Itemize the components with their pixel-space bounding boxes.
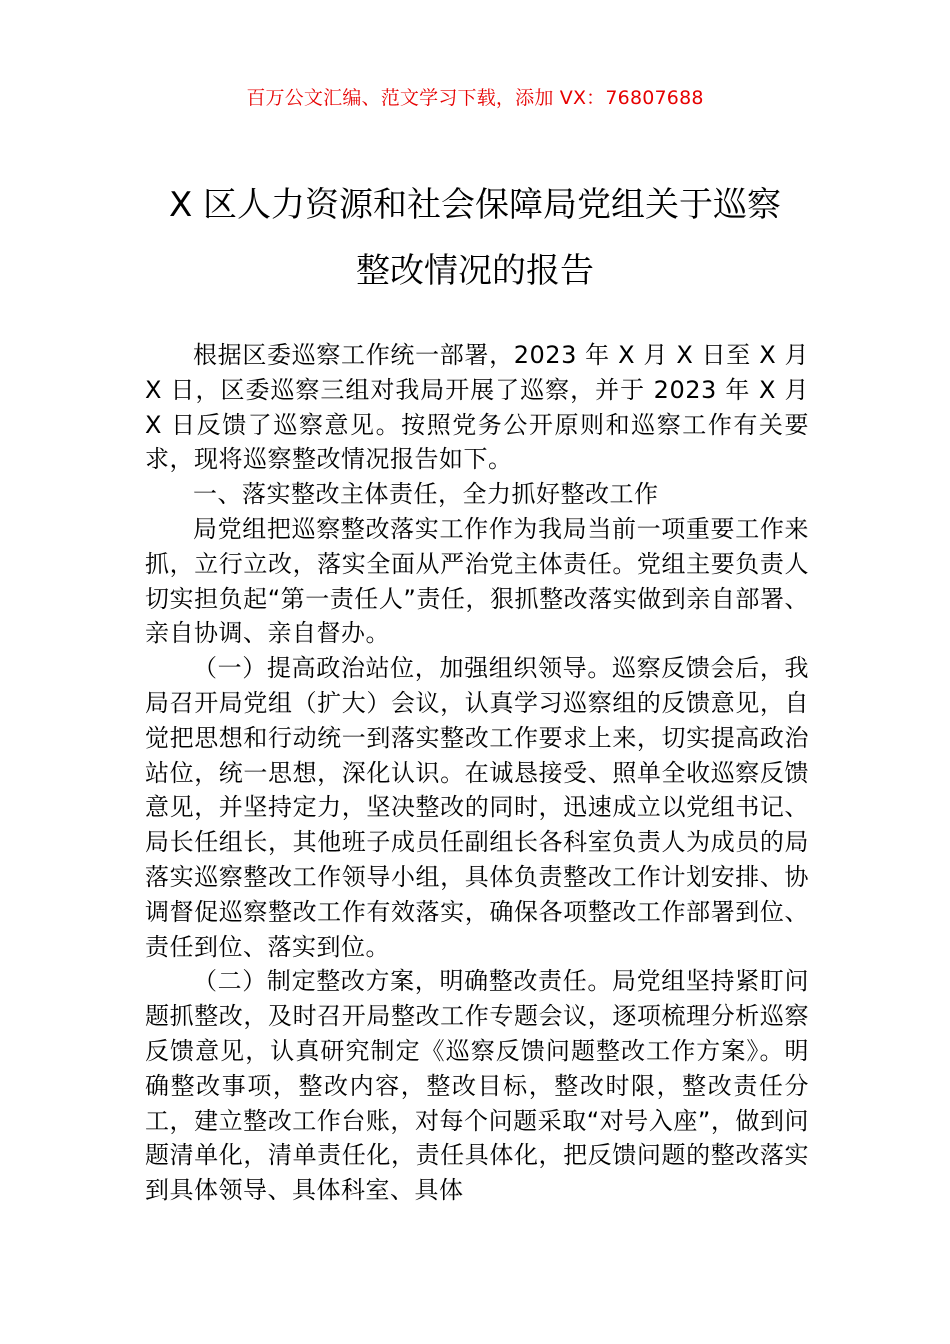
report-title	[120, 172, 830, 304]
intro-paragraph: 根据区委巡察工作统一部署，2023 年 X 月 X 日至 X 月 X 日，区委巡察三组对我局开展了巡察，并于 2023 年 X 月 X 日反馈了巡察意见。按照党务公开原则和巡察工作有关要求，现将巡察整改情况报告如下。	[145, 341, 809, 474]
title-line-1: X 区人力资源和社会保障局党组关于巡察	[168, 185, 782, 225]
report-body	[145, 338, 809, 1208]
subsection-1-paragraph: （一）提高政治站位，加强组织领导。巡察反馈会后，我局召开局党组（扩大）会议，认真学习巡察组的反馈意见，自觉把思想和行动统一到落实整改工作要求上来，切实提高政治站位，统一思想，深化认识。在诚恳接受、照单全收巡察反馈意见，并坚持定力，坚决整改的同时，迅速成立以党组书记、局长任组长，其他班子成员任副组长各科室负责人为成员的局落实巡察整改工作领导小组，具体负责整改工作计划安排、协调督促巡察整改工作有效落实，确保各项整改工作部署到位、责任到位、落实到位。	[145, 654, 809, 961]
subsection-2-paragraph: （二）制定整改方案，明确整改责任。局党组坚持紧盯问题抓整改，及时召开局整改工作专题会议，逐项梳理分析巡察反馈意见，认真研究制定《巡察反馈问题整改工作方案》。明确整改事项，整改内容，整改目标，整改时限，整改责任分工，建立整改工作台账，对每个问题采取“对号入座”，做到问题清单化，清单责任化，责任具体化，把反馈问题的整改落实到具体领导、具体科室、具体	[145, 967, 809, 1205]
section-heading-1: 一、落实整改主体责任，全力抓好整改工作	[193, 480, 659, 509]
header-promo-note: 百万公文汇编、范文学习下载，添加 VX：76807688	[246, 87, 704, 109]
title-line-2: 整改情况的报告	[356, 251, 594, 291]
section-1-paragraph: 局党组把巡察整改落实工作作为我局当前一项重要工作来抓，立行立改，落实全面从严治党主体责任。党组主要负责人切实担负起“第一责任人”责任，狠抓整改落实做到亲自部署、亲自协调、亲自督办。	[145, 514, 809, 648]
